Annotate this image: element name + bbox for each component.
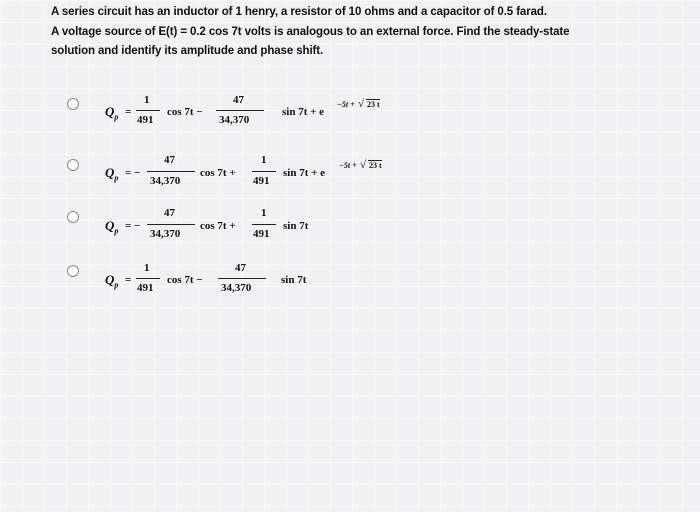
option-d-term1: cos 7t − xyxy=(167,274,203,286)
option-b-term1: cos 7t + xyxy=(200,167,236,179)
option-a-equals: = xyxy=(125,106,132,118)
option-d-term2: sin 7t xyxy=(281,274,307,286)
option-d-frac2-bar xyxy=(218,278,266,279)
option-b-frac2-denominator: 491 xyxy=(253,175,270,187)
option-b-exponent: −5t + xyxy=(339,161,357,170)
option-b-frac2-numerator: 1 xyxy=(261,154,267,166)
answer-option-d[interactable] xyxy=(0,260,700,320)
option-a-term2: sin 7t + e xyxy=(282,106,325,118)
option-b-frac2-bar xyxy=(252,171,276,172)
option-d-frac1-bar xyxy=(136,278,160,279)
question-text xyxy=(51,2,691,62)
option-d-lhs: $Q_p$ xyxy=(105,272,119,290)
option-c-frac2-numerator: 1 xyxy=(261,207,267,219)
option-a-frac1-bar xyxy=(136,110,160,111)
option-a-frac2-bar xyxy=(216,110,264,111)
question-line-1: A series circuit has an inductor of 1 henry, a resistor of 10 ohms and a capacitor of 0.5 farad. xyxy=(51,6,547,18)
option-c-frac1-bar xyxy=(147,224,195,225)
option-a-term1: cos 7t − xyxy=(167,106,203,118)
option-b-equals: = − xyxy=(125,167,141,179)
option-d-frac1-numerator: 1 xyxy=(144,262,150,274)
question-line-3: solution and identify its amplitude and phase shift. xyxy=(51,45,324,57)
option-c-equals: = − xyxy=(125,220,141,232)
option-c-lhs: $Q_p$ xyxy=(105,218,119,236)
option-d-frac2-denominator: 34,370 xyxy=(221,282,252,294)
option-a-radicand: 23 t xyxy=(366,99,380,112)
option-c-term1: cos 7t + xyxy=(200,220,236,232)
radio-button-b[interactable] xyxy=(67,159,79,171)
option-a-lhs: $Q_p$ xyxy=(105,104,119,122)
option-b-frac1-denominator: 34,370 xyxy=(150,175,181,187)
option-a-exponent: −5t + xyxy=(337,100,355,109)
option-a-frac1-numerator: 1 xyxy=(144,94,150,106)
option-c-frac2-denominator: 491 xyxy=(253,228,270,240)
question-line-2: A voltage source of E(t) = 0.2 cos 7t volts is analogous to an external force. Find the steady-state xyxy=(51,26,570,38)
option-c-frac1-denominator: 34,370 xyxy=(150,228,181,240)
answer-option-a[interactable] xyxy=(0,90,700,150)
answer-option-b[interactable] xyxy=(0,152,700,212)
option-c-frac2-bar xyxy=(252,224,276,225)
answer-option-c[interactable] xyxy=(0,206,700,266)
option-c-frac1-numerator: 47 xyxy=(164,207,175,219)
option-d-frac1-denominator: 491 xyxy=(137,282,154,294)
option-d-equals: = xyxy=(125,274,132,286)
option-c-term2: sin 7t xyxy=(283,220,309,232)
option-a-frac2-numerator: 47 xyxy=(233,94,244,106)
option-b-lhs: $Q_p$ xyxy=(105,165,119,183)
radio-button-a[interactable] xyxy=(67,98,79,110)
radio-button-d[interactable] xyxy=(67,265,79,277)
radio-button-c[interactable] xyxy=(67,211,79,223)
option-d-frac2-numerator: 47 xyxy=(235,262,246,274)
option-b-frac1-numerator: 47 xyxy=(164,154,175,166)
option-b-sqrt-sign: √ xyxy=(360,159,367,171)
option-a-sqrt-sign: √ xyxy=(358,98,365,110)
option-b-frac1-bar xyxy=(147,171,195,172)
option-b-radicand: 23 t xyxy=(368,160,382,173)
option-a-frac1-denominator: 491 xyxy=(137,114,154,126)
option-a-frac2-denominator: 34,370 xyxy=(219,114,250,126)
option-b-term2: sin 7t + e xyxy=(283,167,326,179)
